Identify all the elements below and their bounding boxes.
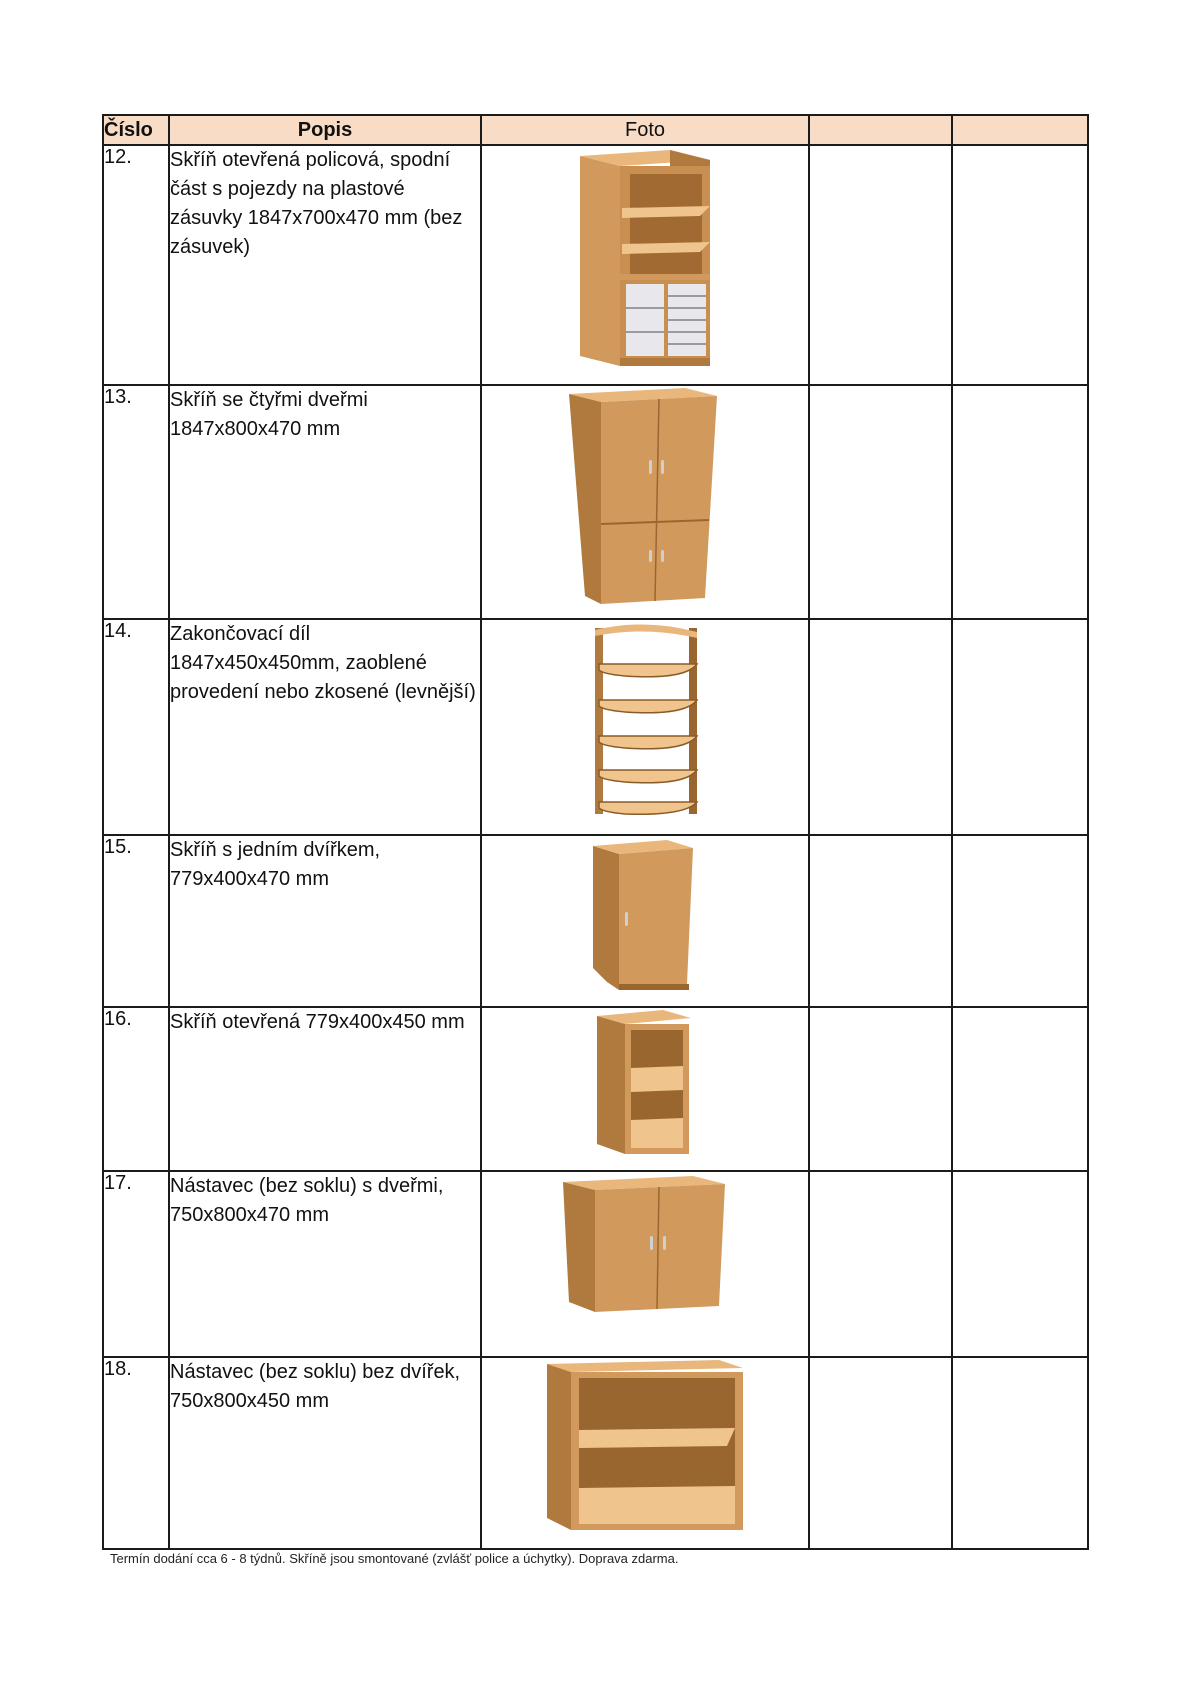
single-door-cabinet-image xyxy=(587,836,703,996)
row-number: 12. xyxy=(103,145,169,385)
row-photo xyxy=(481,385,809,619)
empty-cell xyxy=(809,1171,952,1357)
open-top-unit-image xyxy=(543,1358,747,1534)
small-open-cabinet-image xyxy=(591,1008,699,1158)
header-empty-2 xyxy=(952,115,1088,145)
row-number: 15. xyxy=(103,835,169,1007)
table-row xyxy=(103,835,1088,1007)
product-table xyxy=(102,114,1089,1550)
table-row xyxy=(103,385,1088,619)
empty-cell xyxy=(952,619,1088,835)
row-description: Skříň se čtyřmi dveřmi 1847x800x470 mm xyxy=(169,385,481,619)
row-description: Skříň s jedním dvířkem, 779x400x470 mm xyxy=(169,835,481,1007)
row-description: Skříň otevřená policová, spodní část s pojezdy na plastové zásuvky 1847x700x470 mm (bez zásuvek) xyxy=(169,145,481,385)
footer-note: Termín dodání cca 6 - 8 týdnů. Skříně jsou smontované (zvlášť police a úchytky). Doprava zdarma. xyxy=(110,1551,679,1566)
header-popis: Popis xyxy=(169,115,481,145)
four-door-cabinet-image xyxy=(565,386,725,608)
empty-cell xyxy=(952,1171,1088,1357)
table-row xyxy=(103,1171,1088,1357)
empty-cell xyxy=(809,619,952,835)
row-description: Nástavec (bez soklu) bez dvířek, 750x800x450 mm xyxy=(169,1357,481,1549)
table-row xyxy=(103,1357,1088,1549)
row-photo xyxy=(481,1357,809,1549)
table-header-row xyxy=(103,115,1088,145)
empty-cell xyxy=(952,145,1088,385)
empty-cell xyxy=(952,835,1088,1007)
empty-cell xyxy=(952,385,1088,619)
empty-cell xyxy=(809,385,952,619)
empty-cell xyxy=(809,145,952,385)
row-description: Nástavec (bez soklu) s dveřmi, 750x800x470 mm xyxy=(169,1171,481,1357)
table-row xyxy=(103,145,1088,385)
table-row xyxy=(103,1007,1088,1171)
header-foto: Foto xyxy=(481,115,809,145)
rounded-corner-end-shelf-image xyxy=(585,620,705,820)
row-photo xyxy=(481,619,809,835)
table-row xyxy=(103,619,1088,835)
empty-cell xyxy=(809,835,952,1007)
row-description: Zakončovací díl 1847x450x450mm, zaoblené provedení nebo zkosené (levnější) xyxy=(169,619,481,835)
empty-cell xyxy=(952,1007,1088,1171)
row-number: 17. xyxy=(103,1171,169,1357)
row-photo xyxy=(481,1007,809,1171)
two-door-top-unit-image xyxy=(559,1172,731,1322)
empty-cell xyxy=(809,1007,952,1171)
row-photo xyxy=(481,145,809,385)
row-photo xyxy=(481,835,809,1007)
header-empty-1 xyxy=(809,115,952,145)
row-number: 14. xyxy=(103,619,169,835)
row-number: 18. xyxy=(103,1357,169,1549)
header-cislo: Číslo xyxy=(103,115,169,145)
row-photo xyxy=(481,1171,809,1357)
empty-cell xyxy=(809,1357,952,1549)
row-description: Skříň otevřená 779x400x450 mm xyxy=(169,1007,481,1171)
row-number: 16. xyxy=(103,1007,169,1171)
empty-cell xyxy=(952,1357,1088,1549)
row-number: 13. xyxy=(103,385,169,619)
open-shelf-cabinet-with-drawer-runners-image xyxy=(570,146,720,372)
